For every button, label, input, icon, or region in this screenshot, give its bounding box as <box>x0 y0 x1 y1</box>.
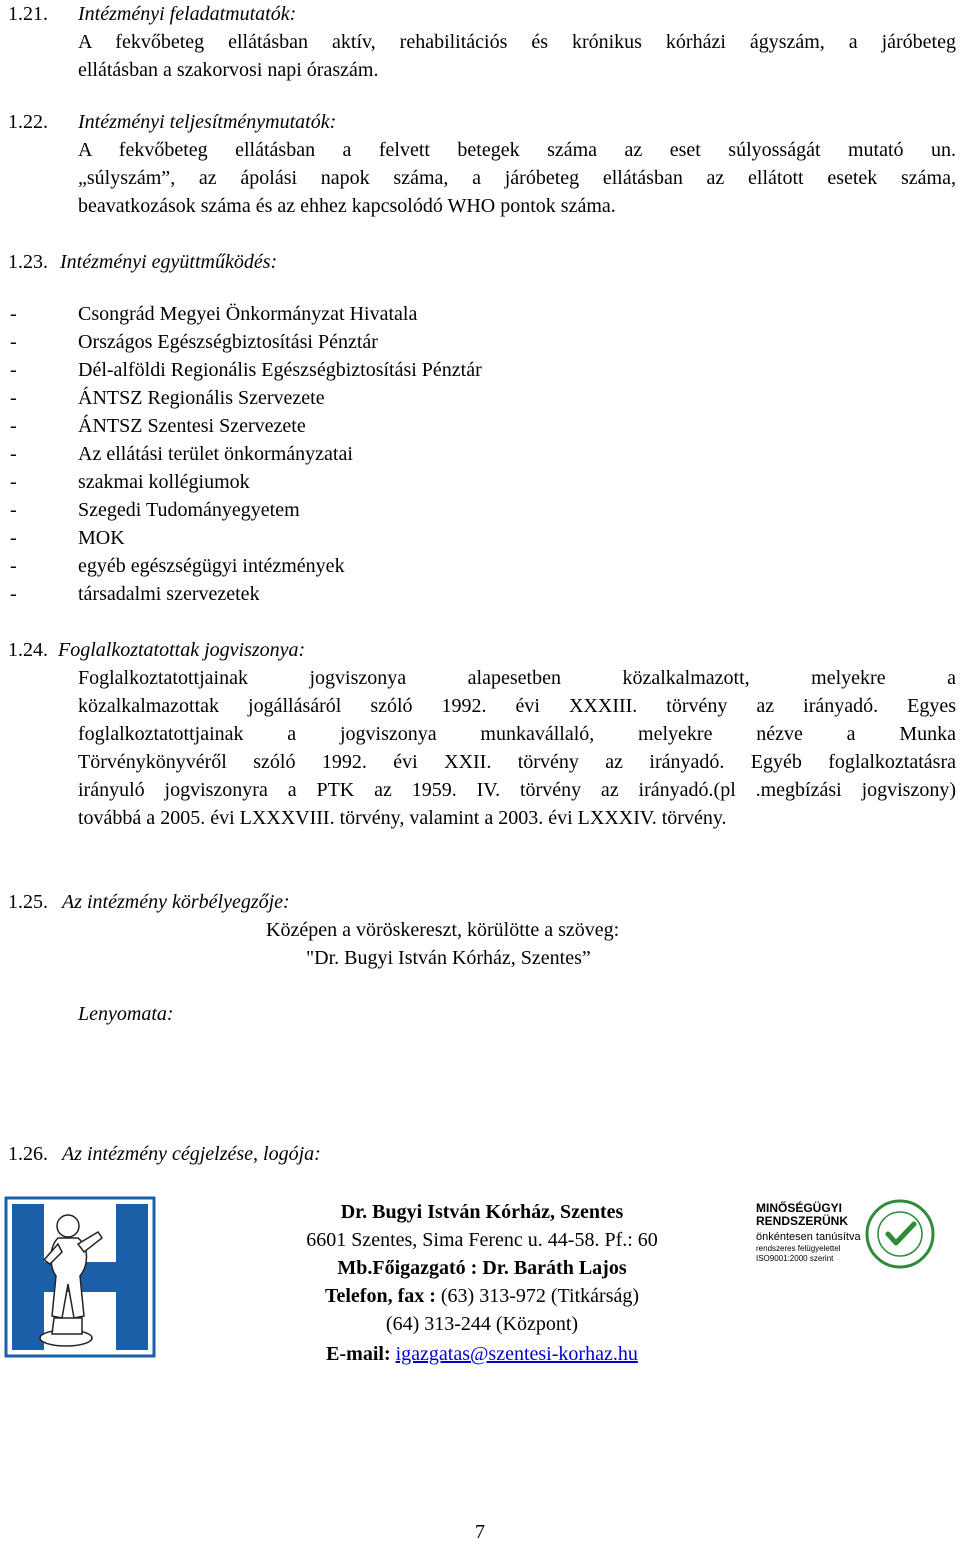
phone-value: (63) 313-972 (Titkárság) <box>440 1285 640 1307</box>
list-dash: - <box>10 527 17 549</box>
company-phone-central: (64) 313-244 (Központ) <box>385 1313 579 1335</box>
list-dash: - <box>10 331 17 353</box>
section-1-24-number: 1.24. <box>8 639 48 661</box>
company-address: 6601 Szentes, Sima Ferenc u. 44-58. Pf.: 60 <box>306 1229 658 1251</box>
list-item: MOK <box>78 527 125 549</box>
list-item: ÁNTSZ Szentesi Szervezete <box>78 415 306 437</box>
company-email <box>266 1340 698 1368</box>
section-1-24-line: foglalkoztatottjainak a jogviszonya munkavállaló, melyekre nézve a Munka <box>78 723 956 745</box>
company-phone <box>266 1282 698 1310</box>
section-1-25-number: 1.25. <box>8 891 48 913</box>
email-link[interactable]: igazgatas@szentesi-korhaz.hu <box>395 1343 638 1365</box>
section-1-21-line: ellátásban a szakorvosi napi óraszám. <box>78 59 379 81</box>
company-director: Mb.Főigazgató : Dr. Baráth Lajos <box>337 1257 627 1279</box>
section-1-23-heading: Intézményi együttműködés: <box>60 251 278 273</box>
section-1-22-line: beavatkozások száma és az ehhez kapcsolódó WHO pontok száma. <box>78 195 616 217</box>
list-dash: - <box>10 583 17 605</box>
list-item: egyéb egészségügyi intézmények <box>78 555 345 577</box>
section-1-24-line: továbbá a 2005. évi LXXXVIII. törvény, valamint a 2003. évi LXXXIV. törvény. <box>78 807 727 829</box>
iso-certification-logo <box>756 1198 938 1274</box>
list-item: Országos Egészségbiztosítási Pénztár <box>78 331 378 353</box>
list-item: Dél-alföldi Regionális Egészségbiztosítási Pénztár <box>78 359 482 381</box>
stamp-description: Középen a vöröskereszt, körülötte a szöveg: <box>266 919 620 941</box>
section-1-24-line: Törvénykönyvéről szóló 1992. évi XXII. törvény az irányadó. Egyéb foglalkoztatásra <box>78 751 956 773</box>
cert-line-4: rendszeres felügyelettel <box>756 1244 841 1253</box>
company-name: Dr. Bugyi István Kórház, Szentes <box>340 1201 624 1223</box>
list-item: ÁNTSZ Regionális Szervezete <box>78 387 325 409</box>
list-item: Szegedi Tudományegyetem <box>78 499 300 521</box>
section-1-22-line: A fekvőbeteg ellátásban a felvett betegek száma az eset súlyosságát mutató un. <box>78 139 956 161</box>
list-dash: - <box>10 443 17 465</box>
section-1-21-number: 1.21. <box>8 3 48 25</box>
cert-line-5: ISO9001:2000 szerint <box>756 1254 834 1263</box>
section-1-24-line: irányuló jogviszonyra a PTK az 1959. IV. törvény az irányadó.(pl .megbízási jogviszony) <box>78 779 956 801</box>
phone-label: Telefon, fax : <box>324 1285 436 1307</box>
cert-line-1: MINŐSÉGÜGYI <box>756 1201 843 1215</box>
list-item: Csongrád Megyei Önkormányzat Hivatala <box>78 303 418 325</box>
list-dash: - <box>10 499 17 521</box>
list-dash: - <box>10 387 17 409</box>
list-dash: - <box>10 471 17 493</box>
section-1-24-heading: Foglalkoztatottak jogviszonya: <box>58 639 306 661</box>
list-item: szakmai kollégiumok <box>78 471 250 493</box>
section-1-21-line: A fekvőbeteg ellátásban aktív, rehabilitációs és krónikus kórházi ágyszám, a járóbeteg <box>78 31 956 53</box>
list-dash: - <box>10 555 17 577</box>
list-dash: - <box>10 359 17 381</box>
list-item: társadalmi szervezetek <box>78 583 260 605</box>
cert-line-2: RENDSZERÜNK <box>756 1214 849 1228</box>
section-1-24-line: Foglalkoztatottjainak jogviszonya alapesetben közalkalmazott, melyekre a <box>78 667 956 689</box>
list-dash: - <box>10 415 17 437</box>
section-1-23-number: 1.23. <box>8 251 48 273</box>
email-label: E-mail: <box>326 1343 391 1365</box>
list-item: Az ellátási terület önkormányzatai <box>78 443 353 465</box>
cert-seal-icon <box>864 1198 936 1270</box>
section-1-26-number: 1.26. <box>8 1143 48 1165</box>
hospital-logo-icon <box>4 1196 156 1358</box>
stamp-text: "Dr. Bugyi István Kórház, Szentes” <box>306 947 591 969</box>
section-1-25-heading: Az intézmény körbélyegzője: <box>62 891 290 913</box>
cert-line-3: önkéntesen tanúsítva <box>756 1231 861 1243</box>
section-1-22-line: „súlyszám”, az ápolási napok száma, a járóbeteg ellátásban az ellátott esetek száma, <box>78 167 956 189</box>
section-1-24-line: közalkalmazottak jogállásáról szóló 1992. évi XXXIII. törvény az irányadó. Egyes <box>78 695 956 717</box>
list-dash: - <box>10 303 17 325</box>
section-1-26-heading: Az intézmény cégjelzése, logója: <box>62 1143 321 1165</box>
hospital-logo <box>4 1196 156 1358</box>
section-1-21-heading: Intézményi feladatmutatók: <box>78 3 297 25</box>
imprint-label: Lenyomata: <box>78 1003 174 1025</box>
page-number: 7 <box>475 1521 485 1543</box>
section-1-22-number: 1.22. <box>8 111 48 133</box>
section-1-22-heading: Intézményi teljesítménymutatók: <box>78 111 337 133</box>
